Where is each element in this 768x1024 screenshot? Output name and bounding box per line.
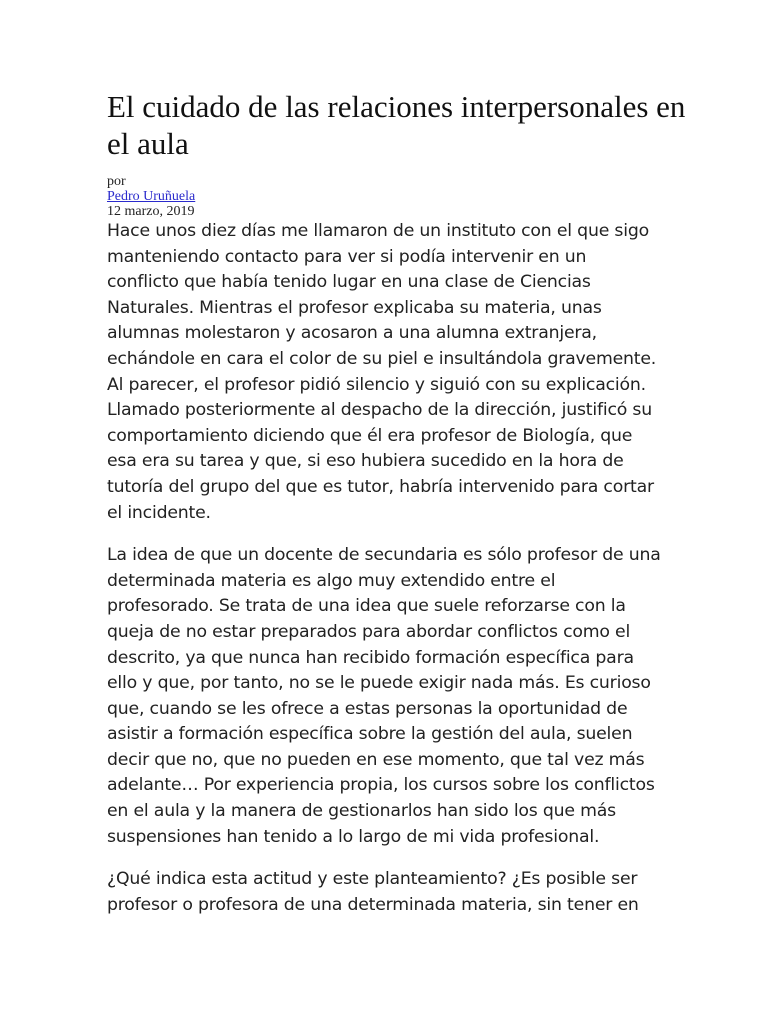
paragraph-line: profesor o profesora de una determinada materia, sin tener en [107,894,639,915]
paragraph-line: ello y que, por tanto, no se le puede exigir nada más. Es curioso [107,673,651,694]
paragraph-line: profesorado. Se trata de una idea que suele reforzarse con la [107,596,626,617]
article-title: El cuidado de las relaciones interpersonales en el aula [107,89,686,161]
paragraph-line: que, cuando se les ofrece a estas personas la oportunidad de [107,698,628,719]
by-label: por [107,174,126,189]
paragraph-line: alumnas molestaron y acosaron a una alumna extranjera, [107,323,597,344]
paragraph-line: asistir a formación específica sobre la gestión del aula, suelen [107,724,633,745]
publish-date: 12 marzo, 2019 [107,204,195,219]
paragraph-line: determinada materia es algo muy extendido entre el [107,570,556,591]
paragraph-line: tutoría del grupo del que es tutor, habría intervenido para cortar [107,476,654,497]
paragraph [107,219,687,526]
paragraph-line: La idea de que un docente de secundaria es sólo profesor de una [107,545,661,566]
paragraph-line: adelante… Por experiencia propia, los cursos sobre los conflictos [107,775,655,796]
paragraph-line: el incidente. [107,502,211,523]
paragraph-line: comportamiento diciendo que él era profesor de Biología, que [107,425,633,446]
paragraph-line: esa era su tarea y que, si eso hubiera sucedido en la hora de [107,451,624,472]
paragraph-line: suspensiones han tenido a lo largo de mi vida profesional. [107,826,600,847]
article-meta [107,174,687,219]
paragraph-line: en el aula y la manera de gestionarlos han sido los que más [107,801,616,822]
paragraph-line: Naturales. Mientras el profesor explicaba su materia, unas [107,297,602,318]
paragraph-line: ¿Qué indica esta actitud y este planteamiento? ¿Es posible ser [107,869,638,890]
paragraph-line: decir que no, que no pueden en ese momento, que tal vez más [107,749,645,770]
paragraph [107,867,687,918]
paragraph-line: Al parecer, el profesor pidió silencio y siguió con su explicación. [107,374,646,395]
paragraph-line: queja de no estar preparados para abordar conflictos como el [107,621,631,642]
article [107,88,687,935]
article-body [107,219,687,918]
author-link[interactable]: Pedro Uruñuela [107,189,196,204]
paragraph-line: conflicto que había tenido lugar en una clase de Ciencias [107,272,591,293]
paragraph-line: echándole en cara el color de su piel e insultándola gravemente. [107,348,657,369]
paragraph-line: Llamado posteriormente al despacho de la dirección, justificó su [107,400,652,421]
paragraph-line: manteniendo contacto para ver si podía intervenir en un [107,246,587,267]
paragraph [107,543,687,850]
paragraph-line: descrito, ya que nunca han recibido formación específica para [107,647,634,668]
paragraph-line: Hace unos diez días me llamaron de un instituto con el que sigo [107,221,649,241]
